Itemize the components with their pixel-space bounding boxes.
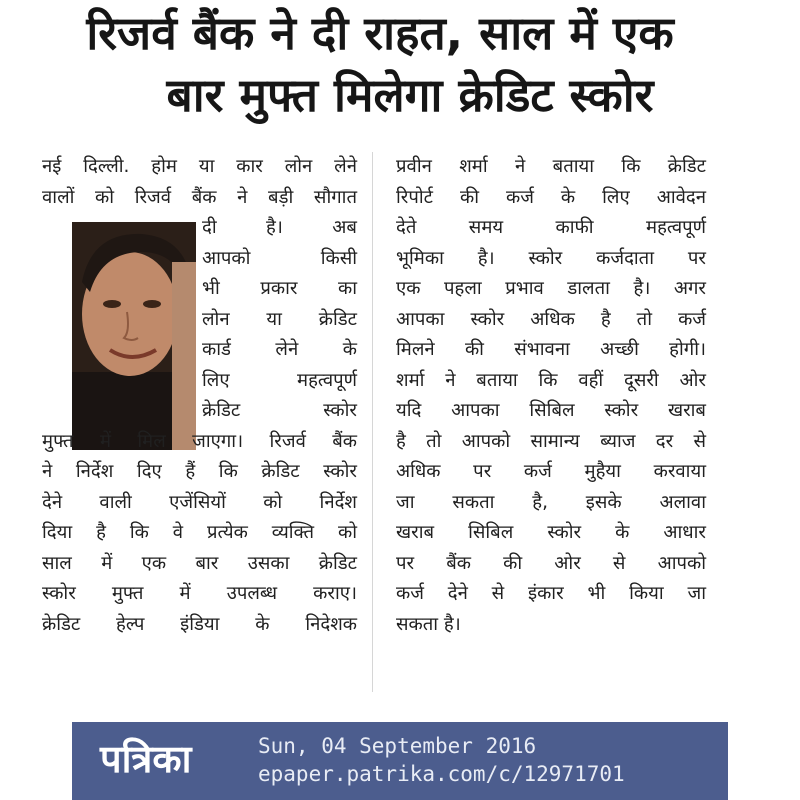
footer-meta xyxy=(258,732,625,788)
text-line: कर्ज देने से इंकार भी किया जा xyxy=(396,583,706,604)
text-line: क्रेडिट स्कोर xyxy=(202,400,357,421)
epaper-url[interactable]: epaper.patrika.com/c/12971701 xyxy=(258,762,625,786)
text-line: खराब सिबिल स्कोर के आधार xyxy=(396,522,706,543)
text-line: दिया है कि वे प्रत्येक व्यक्ति को xyxy=(42,522,357,543)
text-line: मिलने की संभावना अच्छी होगी। xyxy=(396,339,706,360)
text-line: ने निर्देश दिए हैं कि क्रेडिट स्कोर xyxy=(42,461,357,482)
text-line: दी है। अब xyxy=(202,217,357,238)
text-line: पर बैंक की ओर से आपको xyxy=(396,552,706,574)
text-line: यदि आपका सिबिल स्कोर खराब xyxy=(396,400,706,421)
text-line: जा सकता है, इसके अलावा xyxy=(396,491,706,513)
text-line: सकता है। xyxy=(396,613,461,635)
text-line: कार्ड लेने के xyxy=(202,339,357,360)
text-line: लिए महत्वपूर्ण xyxy=(202,369,357,391)
article-headline xyxy=(50,2,770,126)
column-divider xyxy=(372,152,373,692)
text-line: स्कोर मुफ्त में उपलब्ध कराए। xyxy=(42,583,357,604)
text-line: भूमिका है। स्कोर कर्जदाता पर xyxy=(396,247,706,269)
epaper-footer xyxy=(72,722,728,800)
text-line: नई दिल्ली. होम या कार लोन लेने xyxy=(42,156,357,177)
text-line: है तो आपको सामान्य ब्याज दर से xyxy=(396,430,706,452)
text-line: एक पहला प्रभाव डालता है। अगर xyxy=(396,278,706,299)
text-line: अधिक पर कर्ज मुहैया करवाया xyxy=(396,461,706,482)
text-line: क्रेडिट हेल्प इंडिया के निदेशक xyxy=(42,613,357,635)
right-column xyxy=(396,152,706,640)
headline-line-1: रिजर्व बैंक ने दी राहत, साल में एक xyxy=(86,6,674,60)
text-line: प्रवीन शर्मा ने बताया कि क्रेडिट xyxy=(396,156,706,177)
text-line: लोन या क्रेडिट xyxy=(202,308,357,330)
text-line: भी प्रकार का xyxy=(202,278,357,299)
left-column xyxy=(42,152,357,640)
headline-line-2: बार मुफ्त मिलेगा क्रेडिट स्कोर xyxy=(166,68,654,122)
text-line: शर्मा ने बताया कि वहीं दूसरी ओर xyxy=(396,369,706,391)
patrika-logo: पत्रिका xyxy=(100,737,192,781)
publication-date: Sun, 04 September 2016 xyxy=(258,734,537,758)
text-line: देते समय काफी महत्वपूर्ण xyxy=(396,217,706,238)
text-line: मुफ्त में मिल जाएगा। रिजर्व बैंक xyxy=(42,430,357,452)
text-line: वालों को रिजर्व बैंक ने बड़ी सौगात xyxy=(42,186,357,208)
text-line: आपको किसी xyxy=(202,247,357,269)
text-line: आपका स्कोर अधिक है तो कर्ज xyxy=(396,308,706,330)
text-line: रिपोर्ट की कर्ज के लिए आवेदन xyxy=(396,186,706,208)
text-line: साल में एक बार उसका क्रेडिट xyxy=(42,552,357,574)
text-line: देने वाली एजेंसियों को निर्देश xyxy=(42,491,357,513)
